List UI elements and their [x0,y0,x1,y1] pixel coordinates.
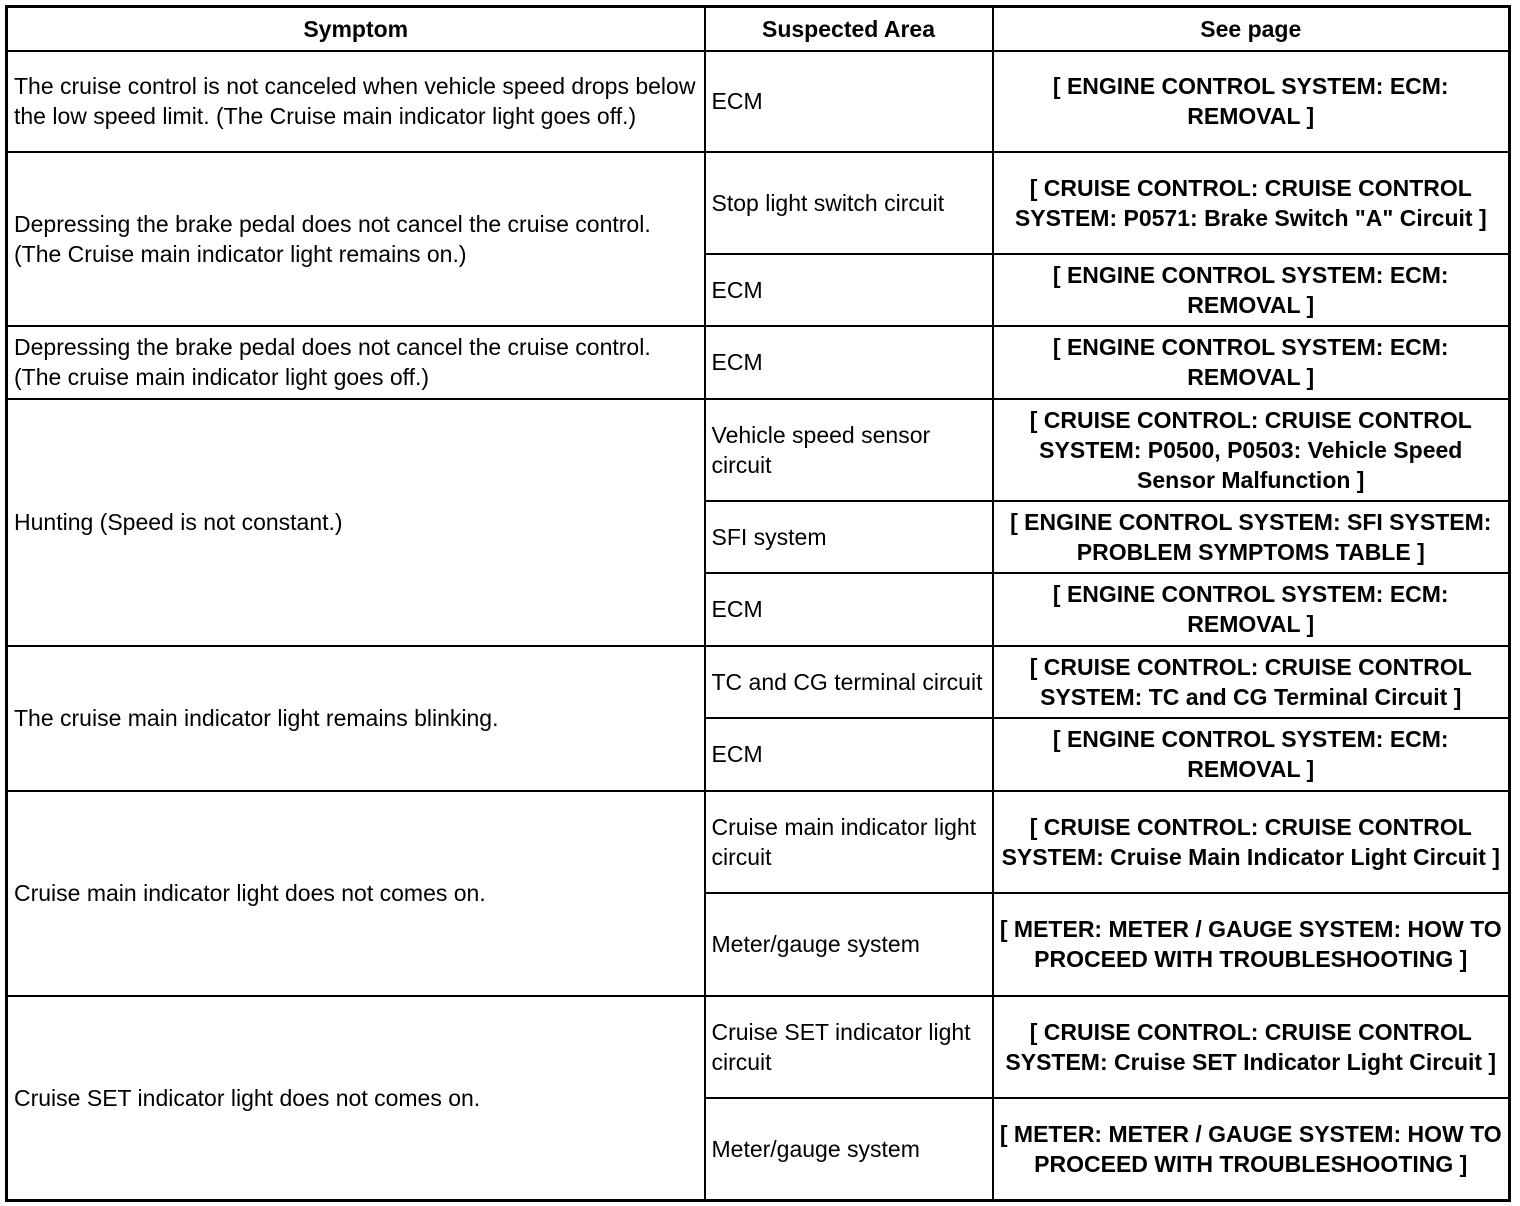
see-page-link[interactable]: [ METER: METER / GAUGE SYSTEM: HOW TO PROCEED WITH TROUBLESHOOTING ] [993,893,1510,996]
header-see-page: See page [993,7,1510,51]
symptom-cell: The cruise control is not canceled when vehicle speed drops below the low speed limit. (The Cruise main indicator light goes off.) [7,51,705,152]
suspected-area-cell: Meter/gauge system [705,893,993,996]
see-page-link[interactable]: [ ENGINE CONTROL SYSTEM: ECM: REMOVAL ] [993,573,1510,646]
header-suspected-area: Suspected Area [705,7,993,51]
suspected-area-cell: Meter/gauge system [705,1098,993,1201]
symptom-cell: Cruise main indicator light does not comes on. [7,791,705,996]
see-page-link[interactable]: [ METER: METER / GAUGE SYSTEM: HOW TO PROCEED WITH TROUBLESHOOTING ] [993,1098,1510,1201]
symptom-cell: Cruise SET indicator light does not comes on. [7,996,705,1201]
symptom-cell: Depressing the brake pedal does not cancel the cruise control. (The Cruise main indicator light remains on.) [7,152,705,326]
see-page-link[interactable]: [ ENGINE CONTROL SYSTEM: SFI SYSTEM: PROBLEM SYMPTOMS TABLE ] [993,501,1510,573]
suspected-area-cell: ECM [705,718,993,791]
problem-symptoms-table [5,5,1511,1202]
header-symptom: Symptom [7,7,705,51]
suspected-area-cell: Vehicle speed sensor circuit [705,399,993,501]
suspected-area-cell: SFI system [705,501,993,573]
suspected-area-cell: Cruise main indicator light circuit [705,791,993,893]
see-page-link[interactable]: [ CRUISE CONTROL: CRUISE CONTROL SYSTEM: P0500, P0503: Vehicle Speed Sensor Malfunction ] [993,399,1510,501]
table-row [7,646,1510,718]
suspected-area-cell: ECM [705,51,993,152]
table-row [7,326,1510,399]
suspected-area-cell: ECM [705,326,993,399]
table-row [7,791,1510,893]
see-page-link[interactable]: [ CRUISE CONTROL: CRUISE CONTROL SYSTEM: TC and CG Terminal Circuit ] [993,646,1510,718]
suspected-area-cell: TC and CG terminal circuit [705,646,993,718]
see-page-link[interactable]: [ CRUISE CONTROL: CRUISE CONTROL SYSTEM: P0571: Brake Switch "A" Circuit ] [993,152,1510,254]
symptom-cell: Hunting (Speed is not constant.) [7,399,705,646]
header-row [7,7,1510,51]
table-row [7,996,1510,1098]
table-row [7,399,1510,501]
see-page-link[interactable]: [ CRUISE CONTROL: CRUISE CONTROL SYSTEM: Cruise Main Indicator Light Circuit ] [993,791,1510,893]
symptom-cell: Depressing the brake pedal does not cancel the cruise control. (The cruise main indicator light goes off.) [7,326,705,399]
see-page-link[interactable]: [ ENGINE CONTROL SYSTEM: ECM: REMOVAL ] [993,51,1510,152]
suspected-area-cell: ECM [705,254,993,326]
table-row [7,152,1510,254]
see-page-link[interactable]: [ ENGINE CONTROL SYSTEM: ECM: REMOVAL ] [993,326,1510,399]
table-row [7,51,1510,152]
symptom-cell: The cruise main indicator light remains blinking. [7,646,705,791]
suspected-area-cell: Cruise SET indicator light circuit [705,996,993,1098]
see-page-link[interactable]: [ ENGINE CONTROL SYSTEM: ECM: REMOVAL ] [993,718,1510,791]
suspected-area-cell: Stop light switch circuit [705,152,993,254]
see-page-link[interactable]: [ CRUISE CONTROL: CRUISE CONTROL SYSTEM: Cruise SET Indicator Light Circuit ] [993,996,1510,1098]
suspected-area-cell: ECM [705,573,993,646]
see-page-link[interactable]: [ ENGINE CONTROL SYSTEM: ECM: REMOVAL ] [993,254,1510,326]
